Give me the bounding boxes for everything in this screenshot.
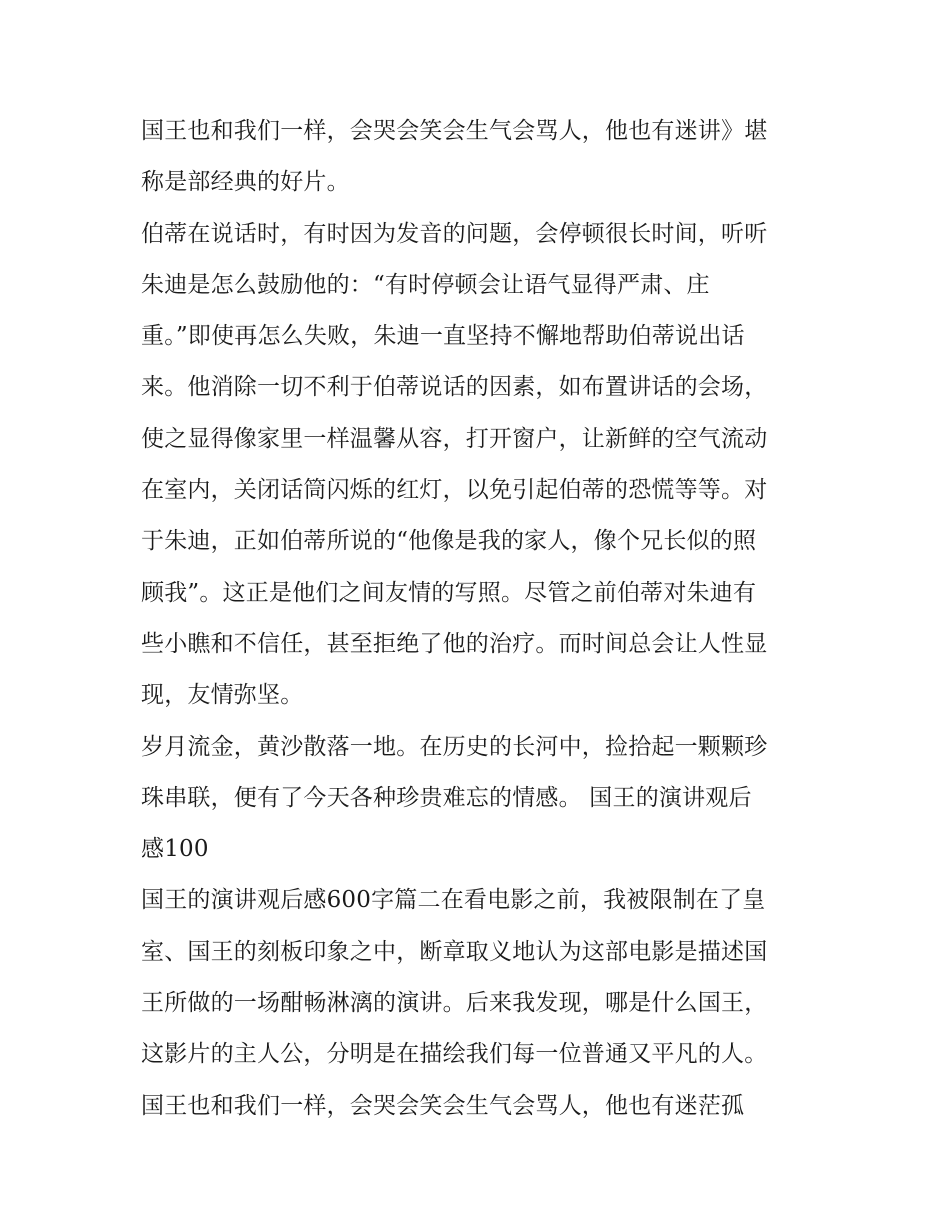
text-line: 些小瞧和不信任，甚至拒绝了他的治疗。而时间总会让人性显 (141, 630, 768, 657)
text-line: 来。他消除一切不利于伯蒂说话的因素，如布置讲话的会场， (141, 374, 768, 401)
text-line: 称是部经典的好片。 (141, 169, 350, 196)
text-line: 王所做的一场酣畅淋漓的演讲。后来我发现，哪是什么国王， (141, 990, 768, 1017)
text-line: 国王也和我们一样，会哭会笑会生气会骂人，他也有迷讲》堪 (141, 118, 768, 144)
text-line: 顾我”。这正是他们之间友情的写照。尽管之前伯蒂对朱迪有 (141, 579, 757, 606)
text-line: 于朱迪，正如伯蒂所说的“他像是我的家人，像个兄长似的照 (141, 528, 757, 555)
text-line: 国王的演讲观后感600字篇二在看电影之前，我被限制在了皇 (141, 887, 766, 914)
text-line: 岁月流金，黄沙散落一地。在历史的长河中，捡拾起一颗颗珍 (141, 733, 768, 760)
text-line: 国王也和我们一样，会哭会笑会生气会骂人，他也有迷茫孤 (141, 1092, 745, 1119)
text-line: 朱迪是怎么鼓励他的：“有时停顿会让语气显得严肃、庄 (141, 271, 710, 298)
text-line: 在室内，关闭话筒闪烁的红灯，以免引起伯蒂的恐慌等等。对 (141, 477, 768, 504)
text-line: 现，友情弥坚。 (141, 682, 304, 709)
body-text (141, 106, 813, 1132)
text-line: 珠串联，便有了今天各种珍贵难忘的情感。 国王的演讲观后 (141, 784, 752, 811)
text-line: 重。”即使再怎么失败，朱迪一直坚持不懈地帮助伯蒂说出话 (141, 323, 745, 350)
text-line: 室、国王的刻板印象之中，断章取义地认为这部电影是描述国 (141, 938, 768, 965)
text-line: 这影片的主人公，分明是在描绘我们每一位普通又平凡的人。 (141, 1041, 768, 1068)
text-line: 伯蒂在说话时，有时因为发音的问题，会停顿很长时间，听听 (141, 220, 768, 247)
text-line: 感100 (141, 836, 209, 863)
text-line: 使之显得像家里一样温馨从容，打开窗户，让新鲜的空气流动 (141, 425, 768, 452)
